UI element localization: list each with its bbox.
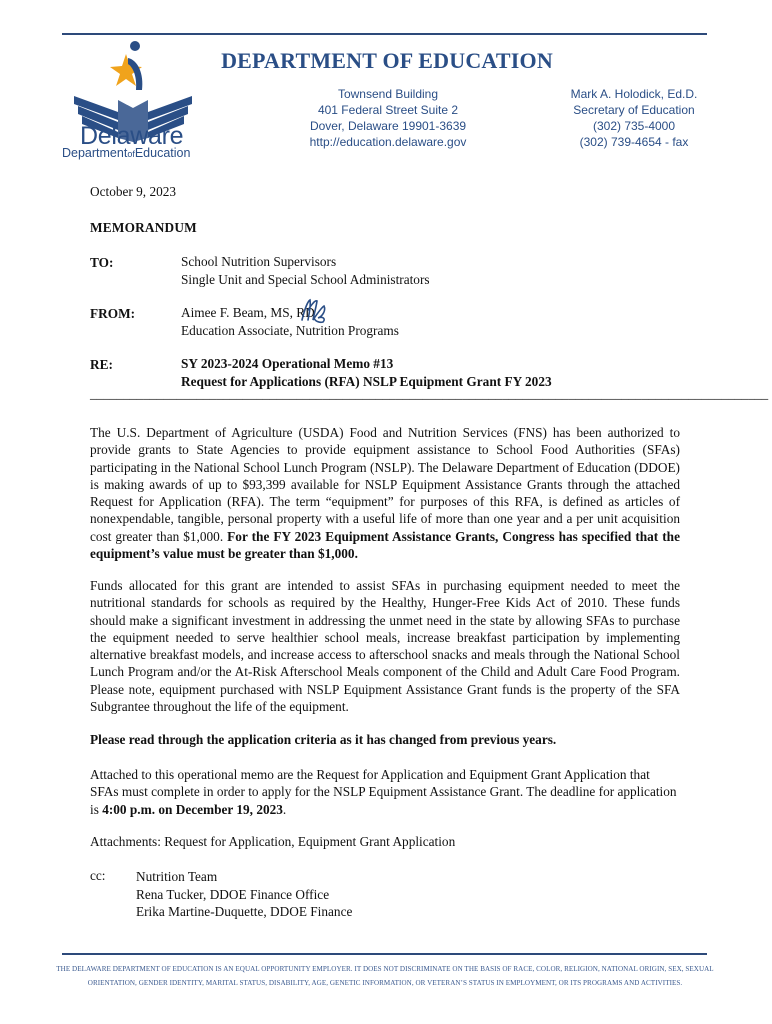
footer-rule bbox=[62, 953, 707, 955]
signature-initials-icon bbox=[299, 296, 329, 324]
cc-label: cc: bbox=[90, 868, 106, 883]
address-line: Townsend Building bbox=[337, 87, 439, 101]
contact-line: Mark A. Holodick, Ed.D. bbox=[570, 87, 698, 101]
secretary-contact bbox=[548, 86, 720, 150]
to-recipients bbox=[181, 253, 430, 289]
address-line: Dover, Delaware 19901-3639 bbox=[309, 119, 467, 133]
cc-list bbox=[136, 868, 352, 921]
contact-line: (302) 739-4654 - fax bbox=[579, 135, 689, 149]
memo-date: October 9, 2023 bbox=[90, 184, 177, 199]
contact-line: Secretary of Education bbox=[573, 103, 695, 117]
subject-line: Request for Applications (RFA) NSLP Equipment Grant FY 2023 bbox=[181, 374, 552, 389]
logo-wordmark: Delaware bbox=[80, 122, 184, 150]
eeo-footer bbox=[20, 962, 750, 990]
re-label: RE: bbox=[90, 357, 113, 372]
recipient-line: School Nutrition Supervisors bbox=[181, 254, 337, 269]
memo-title: MEMORANDUM bbox=[90, 220, 197, 235]
equipment-value-note: For the FY 2023 Equipment Assistance Grants, Congress has specified that the equipment’s value must be greater than $1,000. bbox=[90, 528, 680, 562]
cc-item: Rena Tucker, DDOE Finance Office bbox=[136, 886, 330, 902]
contact-line: (302) 735-4000 bbox=[592, 119, 676, 133]
paragraph-deadline: Attached to this operational memo are the Request for Application and Equipment Grant Application that SFAs must complete in order to apply for the NSLP Equipment Assistance Grant. The deadline for application is 4:00 p.m. on December 19, 2023. bbox=[90, 767, 677, 817]
cc-item: Erika Martine-Duquette, DDOE Finance bbox=[136, 904, 353, 919]
paragraph-funds-purpose: Funds allocated for this grant are intended to assist SFAs in purchasing equipment needed to meet the nutritional standards for schools as required by the Healthy, Hunger-Free Kids Act of 2010. These funds should make a significant investment in addressing the unmet need in the state by allowing SFAs to purchase the equipment needed to serve healthier school meals, increase breakfast participation by implementing alternative breakfast models, and increase access to afterschool snacks and meals through the National School Lunch Program and/or the At-Risk Afterschool Meals component of the Child and Adult Care Food Program. Please note, equipment purchased with NSLP Equipment Assistance Grant funds is the property of the SFA Subgrantee throughout the life of the equipment. bbox=[90, 578, 680, 715]
recipient-line: Single Unit and Special School Administrators bbox=[181, 272, 430, 287]
from-label: FROM: bbox=[90, 306, 136, 321]
paragraph-grant-overview: The U.S. Department of Agriculture (USDA) Food and Nutrition Services (FNS) has been authorized to provide grants to State Agencies to provide equipment assistance to School Food Authorities (SFAs) participating in the National School Lunch Program (NSLP). The Delaware Department of Education (DDOE) is making awards of up to $93,399 available for NSLP Equipment Assistance Grants through the attached Request for Application (RFA). The term “equipment” for purposes of this RFA, is defined as articles of nonexpendable, tangible, personal property with a useful life of more than one year and a per unit acquisition cost greater than $1,000. For the FY 2023 Equipment Assistance Grants, Congress has specified that the equipment’s value must be greater than $1,000. bbox=[90, 425, 680, 562]
website-link[interactable]: http://education.delaware.gov bbox=[309, 135, 467, 149]
footer-line: THE DELAWARE DEPARTMENT OF EDUCATION IS AN EQUAL OPPORTUNITY EMPLOYER. IT DOES NOT DISCRIMINATE ON THE BASIS OF RACE, COLOR, RELIGION, NATIONAL ORIGIN, SEX, SEXUAL bbox=[56, 965, 714, 973]
sender-line: Aimee F. Beam, MS, RD bbox=[181, 305, 315, 320]
sender-line: Education Associate, Nutrition Programs bbox=[181, 323, 399, 338]
from-sender bbox=[181, 304, 399, 340]
cc-item: Nutrition Team bbox=[136, 869, 218, 884]
attachments-line: Attachments: Request for Application, Equipment Grant Application bbox=[90, 834, 456, 849]
to-label: TO: bbox=[90, 255, 114, 270]
deadline-date: 4:00 p.m. on December 19, 2023 bbox=[102, 801, 283, 817]
department-title: DEPARTMENT OF EDUCATION bbox=[221, 48, 553, 73]
subject-line: SY 2023-2024 Operational Memo #13 bbox=[181, 356, 394, 371]
logo-subtitle: DepartmentofEducation bbox=[62, 146, 191, 160]
footer-line: ORIENTATION, GENDER IDENTITY, MARITAL STATUS, DISABILITY, AGE, GENETIC INFORMATION, OR VETERAN’S STATUS IN EMPLOYMENT, OR ITS PROGRAMS AND ACTIVITIES. bbox=[87, 979, 683, 987]
department-address bbox=[268, 86, 508, 150]
address-line: 401 Federal Street Suite 2 bbox=[317, 103, 459, 117]
header-rule bbox=[62, 33, 707, 35]
paragraph-criteria-notice: Please read through the application criteria as it has changed from previous years. bbox=[90, 732, 557, 747]
separator-line: ______________________________________________________________________________________________________ bbox=[90, 386, 769, 401]
